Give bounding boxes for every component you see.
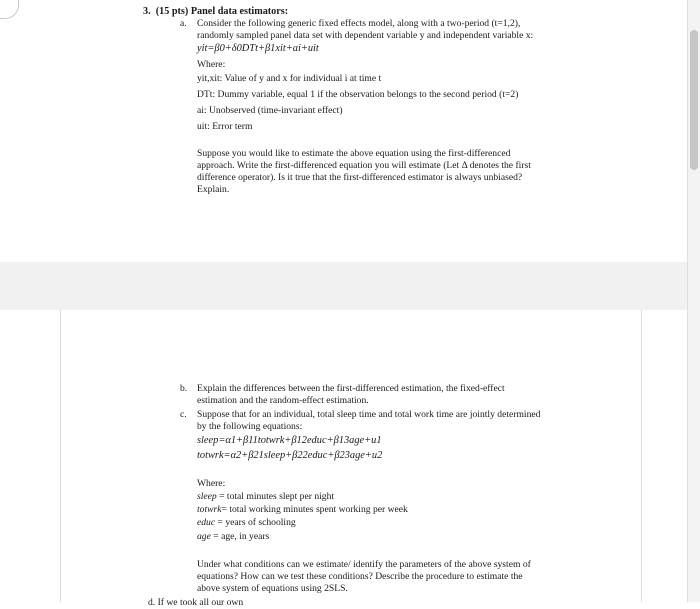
part-a-def-1: yit,xit: Value of y and x for individual i at time t bbox=[197, 73, 382, 84]
part-a-def-2: DTt: Dummy variable, equal 1 if the observation belongs to the second period (t=2) bbox=[197, 89, 519, 100]
part-a-para-3: difference operator). Is it true that the first-differenced estimator is always unbiased? bbox=[197, 172, 523, 183]
def-educ-text: = years of schooling bbox=[215, 517, 296, 528]
def-age-term: age bbox=[197, 531, 211, 542]
part-c-def-2 bbox=[197, 504, 408, 516]
part-a-para-2: approach. Write the first-differenced equation you will estimate (Let Δ denotes the first bbox=[197, 160, 531, 171]
part-a-equation bbox=[197, 43, 319, 55]
def-sleep-term: sleep bbox=[197, 491, 217, 502]
def-totwrk-term: totwrk bbox=[197, 504, 222, 515]
part-c-equation-1: sleep=α1+β11totwrk+β12educ+β13age+u1 bbox=[197, 435, 382, 446]
part-c-where: Where: bbox=[197, 478, 226, 489]
part-b-letter: b. bbox=[180, 383, 188, 394]
question-title: (15 pts) Panel data estimators: bbox=[155, 6, 289, 17]
part-a-line-2: randomly sampled panel data set with dependent variable y and independent variable x: bbox=[197, 30, 534, 41]
part-a-line-1: Consider the following generic fixed effects model, along with a two-period (t=1,2), bbox=[197, 18, 521, 29]
question-heading bbox=[143, 6, 288, 18]
part-b-line-1: Explain the differences between the first-differenced estimation, the fixed-effect bbox=[197, 383, 505, 394]
vertical-scrollbar[interactable] bbox=[687, 0, 700, 602]
part-c-para-2: equations? How can we test these conditions? Describe the procedure to estimate the bbox=[197, 571, 523, 582]
page-gap bbox=[0, 262, 688, 310]
part-a-equation-text: yit=β0+δ0DTt+β1xit+ai+uit bbox=[197, 43, 319, 54]
part-a-def-4: uit: Error term bbox=[197, 121, 253, 132]
part-c-def-4 bbox=[197, 531, 269, 543]
corner-decoration bbox=[0, 0, 19, 19]
part-c-letter: c. bbox=[180, 409, 187, 420]
part-a-letter: a. bbox=[180, 18, 187, 29]
part-a-def-3: ai: Unobserved (time-invariant effect) bbox=[197, 105, 343, 116]
part-c-para-1: Under what conditions can we estimate/ identify the parameters of the above system of bbox=[197, 559, 531, 570]
def-age-text: = age, in years bbox=[210, 531, 270, 542]
question-number: 3. bbox=[143, 6, 151, 17]
part-c-def-3 bbox=[197, 517, 296, 529]
part-c-def-1 bbox=[197, 491, 334, 503]
scrollbar-thumb[interactable] bbox=[690, 30, 698, 170]
part-a-where: Where: bbox=[197, 59, 226, 70]
def-sleep-text: = total minutes slept per night bbox=[216, 491, 335, 502]
truncated-next-item: d. If we took all our own bbox=[148, 597, 244, 608]
part-a-para-1: Suppose you would like to estimate the above equation using the first-differenced bbox=[197, 148, 511, 159]
def-educ-term: educ bbox=[197, 517, 216, 528]
part-c-line-2: by the following equations: bbox=[197, 421, 303, 432]
part-a-para-4: Explain. bbox=[197, 184, 230, 195]
def-totwrk-text: = total working minutes spent working per week bbox=[221, 504, 408, 515]
part-b-line-2: estimation and the random-effect estimation. bbox=[197, 395, 369, 406]
part-c-line-1: Suppose that for an individual, total sleep time and total work time are jointly determined bbox=[197, 409, 541, 420]
part-c-equation-2: totwrk=α2+β21sleep+β22educ+β23age+u2 bbox=[197, 450, 383, 461]
part-c-para-3: above system of equations using 2SLS. bbox=[197, 583, 348, 594]
